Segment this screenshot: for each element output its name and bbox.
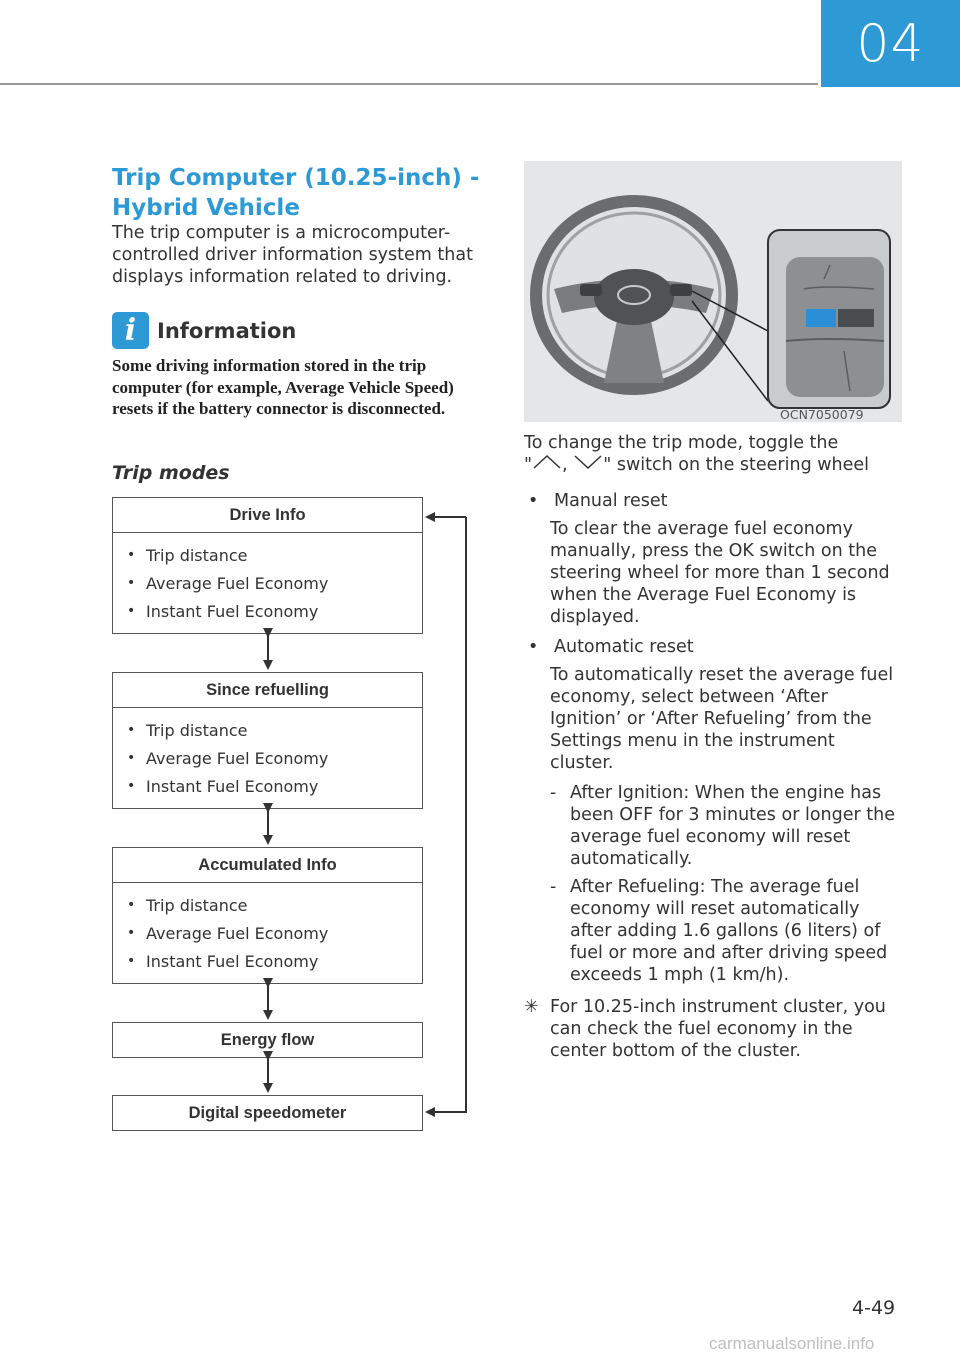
bullet-dot: • — [127, 603, 136, 619]
list-item-text: Trip distance — [146, 895, 248, 915]
dash-marker: - — [550, 877, 557, 897]
dash-marker: - — [550, 783, 557, 803]
list-item — [127, 716, 422, 744]
quote-open: " — [524, 455, 533, 475]
list-item — [127, 891, 422, 919]
mode-box-since-refuelling — [112, 672, 423, 809]
list-item-text: Instant Fuel Economy — [146, 776, 319, 796]
mode-item-list — [113, 533, 422, 633]
steering-wheel-photo — [524, 161, 902, 422]
list-item-after-ignition — [524, 782, 902, 870]
list-item — [127, 947, 422, 975]
note — [524, 996, 902, 1062]
right-column — [524, 432, 902, 1062]
mode-title: Accumulated Info — [113, 848, 422, 883]
after-ignition-text: After Ignition: When the engine has been OFF for 3 minutes or longer the average fuel economy will reset automatically. — [570, 783, 895, 869]
list-item-after-refueling — [524, 876, 902, 986]
trip-modes-heading: Trip modes — [112, 462, 230, 484]
watermark: carmanualsonline.info — [709, 1334, 875, 1353]
list-item — [127, 772, 422, 800]
bullet-dot: • — [127, 547, 136, 563]
page-number: 4-49 — [852, 1297, 896, 1319]
mode-title: Energy flow — [220, 1030, 315, 1049]
toggle-text-end: " switch on the steering wheel — [603, 455, 870, 475]
manual-reset-label: Manual reset — [554, 491, 668, 511]
steering-wheel-illustration — [524, 161, 902, 422]
list-item — [127, 569, 422, 597]
list-item-text: Trip distance — [146, 720, 248, 740]
bullet-dot: • — [127, 953, 136, 969]
asterisk-note-icon: ✳ — [524, 997, 539, 1017]
bullet-dot: • — [127, 575, 136, 591]
list-item-manual-reset — [524, 490, 902, 512]
figure-caption: OCN7050079 — [780, 407, 864, 422]
list-item-text: Average Fuel Economy — [146, 748, 329, 768]
information-body: Some driving information stored in the trip computer (for example, Average Vehicle Speed) resets if the battery connector is disconnected. — [112, 356, 454, 418]
after-refueling-text: After Refueling: The average fuel economy will reset automatically after adding 1.6 gallons (6 liters) of fuel or more and after driving speed exceeds 1 mph (1 km/h). — [570, 877, 888, 985]
bullet-dot: • — [127, 750, 136, 766]
mode-box-digital-speedometer — [112, 1095, 423, 1131]
list-item — [127, 919, 422, 947]
bullet-dot: • — [127, 897, 136, 913]
note-text: For 10.25-inch instrument cluster, you can check the fuel economy in the center bottom of the cluster. — [550, 997, 886, 1061]
manual-reset-text: To clear the average fuel economy manually, press the OK switch on the steering wheel for more than 1 second when the Average Fuel Economy is displayed. — [550, 519, 890, 627]
section-intro: The trip computer is a microcomputer-controlled driver information system that displays information related to driving. — [112, 223, 473, 287]
mode-box-accumulated-info — [112, 847, 423, 984]
mode-title: Drive Info — [113, 498, 422, 533]
mode-title: Since refuelling — [113, 673, 422, 708]
information-header — [112, 312, 296, 349]
mode-title: Digital speedometer — [188, 1103, 347, 1122]
mode-box-drive-info — [112, 497, 423, 634]
section-title: Trip Computer (10.25-inch) - Hybrid Vehicle — [112, 165, 480, 221]
list-item-automatic-reset — [524, 636, 902, 658]
mode-item-list — [113, 883, 422, 983]
bullet-dot: • — [528, 637, 539, 657]
info-icon: i — [112, 312, 149, 349]
loop-arrow — [427, 517, 466, 1112]
toggle-text-line1: To change the trip mode, toggle the — [524, 433, 839, 453]
bullet-dot: • — [127, 722, 136, 738]
header-rule — [0, 83, 818, 85]
list-item-text: Average Fuel Economy — [146, 923, 329, 943]
list-item-text: Average Fuel Economy — [146, 573, 329, 593]
mode-box-energy-flow — [112, 1022, 423, 1058]
automatic-reset-label: Automatic reset — [554, 637, 694, 657]
chevron-up-icon — [532, 454, 562, 470]
automatic-reset-text: To automatically reset the average fuel economy, select between ‘After Ignition’ or ‘After Refueling’ from the Settings menu in the instrument cluster. — [550, 665, 894, 773]
chevron-down-icon — [573, 454, 603, 470]
information-title: Information — [157, 318, 297, 343]
toggle-instructions — [524, 432, 902, 476]
list-item — [127, 744, 422, 772]
bullet-dot: • — [127, 778, 136, 794]
chapter-tab: 04 — [821, 0, 960, 87]
list-item-text: Trip distance — [146, 545, 248, 565]
list-item-text: Instant Fuel Economy — [146, 601, 319, 621]
list-item — [127, 597, 422, 625]
list-item-text: Instant Fuel Economy — [146, 951, 319, 971]
list-item — [127, 541, 422, 569]
separator: , — [562, 455, 568, 475]
mode-item-list — [113, 708, 422, 808]
bullet-dot: • — [528, 491, 539, 511]
bullet-dot: • — [127, 925, 136, 941]
